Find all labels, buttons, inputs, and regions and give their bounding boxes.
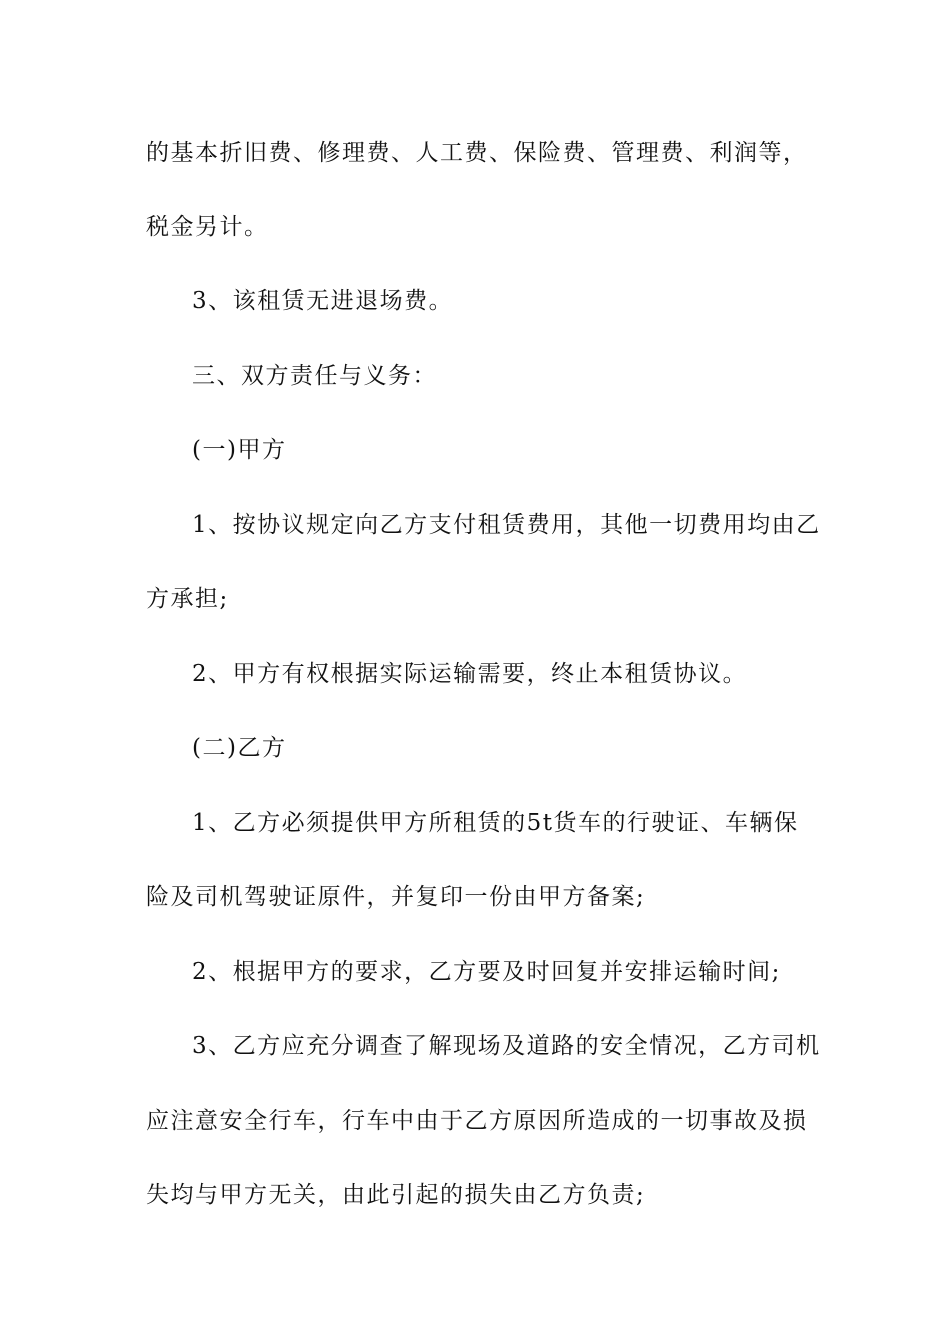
text-line: 的基本折旧费、修理费、人工费、保险费、管理费、利润等， (146, 140, 808, 166)
text-line: 2、根据甲方的要求，乙方要及时回复并安排运输时间; (192, 959, 781, 985)
text-line: 方承担; (146, 586, 229, 612)
text-line: 3、乙方应充分调查了解现场及道路的安全情况，乙方司机 (192, 1033, 821, 1059)
subsection-heading: (二)乙方 (192, 735, 287, 761)
text-line: 应注意安全行车，行车中由于乙方原因所造成的一切事故及损 (146, 1108, 808, 1134)
text-line: 失均与甲方无关，由此引起的损失由乙方负责; (146, 1182, 646, 1208)
text-line: 1、乙方必须提供甲方所租赁的5t货车的行驶证、车辆保 (192, 810, 799, 836)
text-line: 2、甲方有权根据实际运输需要，终止本租赁协议。 (192, 661, 748, 687)
text-line: 1、按协议规定向乙方支付租赁费用，其他一切费用均由乙 (192, 512, 821, 538)
subsection-heading: (一)甲方 (192, 437, 287, 463)
text-line: 税金另计。 (146, 214, 269, 240)
text-line: 险及司机驾驶证原件，并复印一份由甲方备案; (146, 884, 646, 910)
section-heading: 三、双方责任与义务： (192, 363, 437, 389)
text-line: 3、该租赁无进退场费。 (192, 288, 454, 314)
